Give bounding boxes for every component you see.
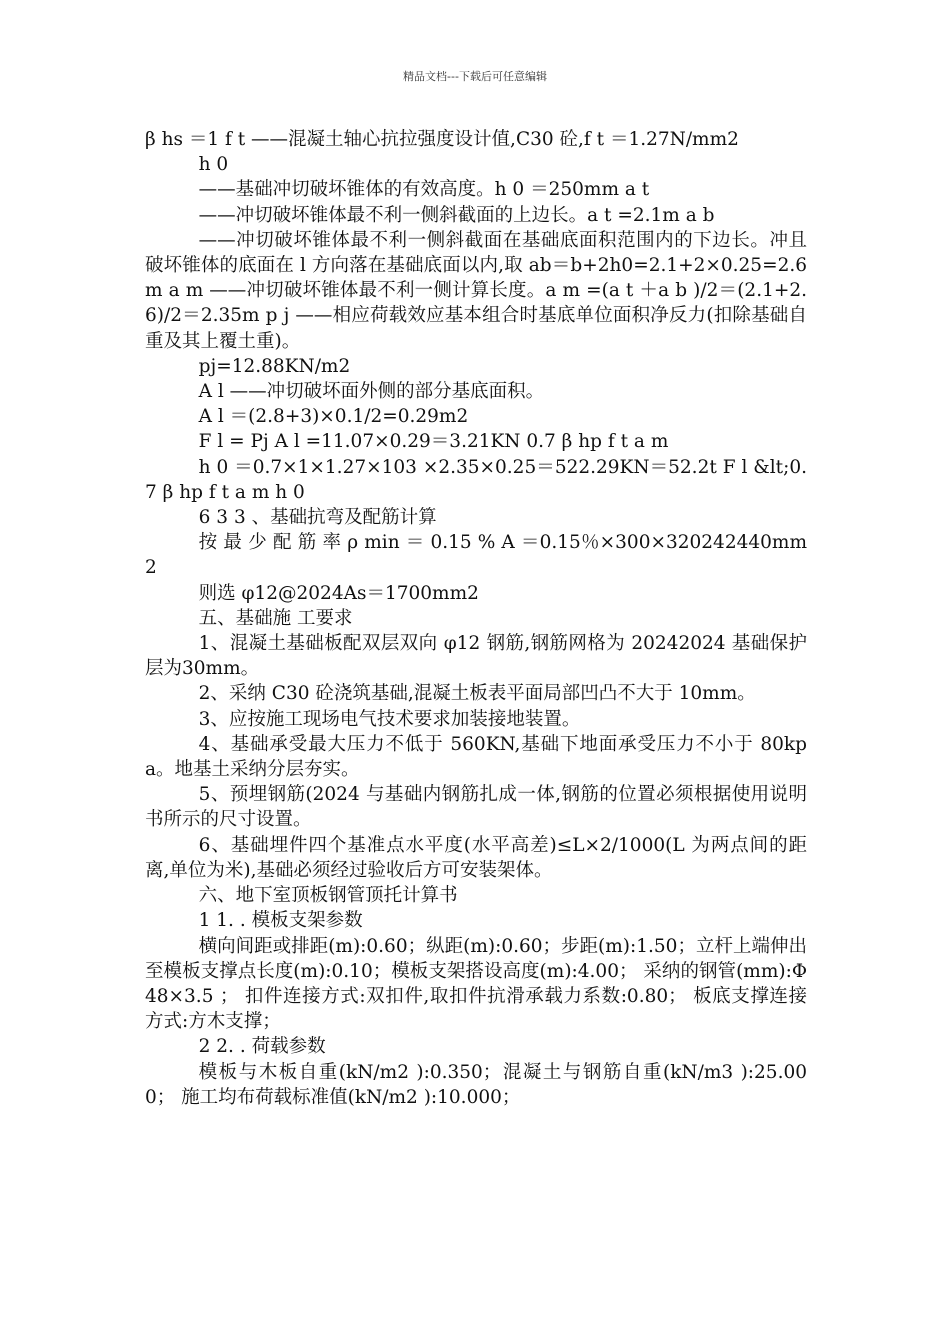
paragraph: 横向间距或排距(m):0.60；纵距(m):0.60；步距(m):1.50；立杆上端伸出至模板支撑点长度(m):0.10；模板支架搭设高度(m):4.00； 采纳的钢管(mm):Φ48×3.5 ； 扣件连接方式:双扣件,取扣件抗滑承载力系数:0.80； 板底支撑连接方式:方木支撑； [145, 935, 807, 1033]
paragraph: h 0 ＝0.7×1×1.27×103 ×2.35×0.25＝522.29KN＝52.2t F l &lt;0.7 β hp f t a m h 0 [145, 456, 807, 503]
paragraph: A l ——冲切破坏面外侧的部分基底面积。 [198, 381, 545, 403]
document-body [145, 127, 807, 1110]
list-item: 2、采纳 C30 砼浇筑基础,混凝土板表平面局部凹凸不大于 10mm。 [198, 683, 756, 705]
paragraph: 模板与木板自重(kN/m2 ):0.350；混凝土与钢筋自重(kN/m3 ):25.000； 施工均布荷载标准值(kN/m2 ):10.000； [145, 1061, 807, 1108]
paragraph: 则选 φ12@2024As＝1700mm2 [198, 582, 479, 604]
section-heading: 六、地下室顶板钢管顶托计算书 [198, 885, 458, 907]
paragraph: ——冲切破坏锥体最不利一侧斜截面的上边长。a t =2.1m a b [198, 204, 715, 226]
subsection-heading: 2 2. . 荷载参数 [198, 1036, 326, 1058]
list-item: 5、预埋钢筋(2024 与基础内钢筋扎成一体,钢筋的位置必须根据使用说明书所示的尺寸设置。 [145, 784, 807, 831]
list-item: 1、混凝土基础板配双层双向 φ12 钢筋,钢筋网格为 20242024 基础保护层为30mm。 [145, 633, 807, 680]
paragraph: F l = Pj A l =11.07×0.29＝3.21KN 0.7 β hp f t a m [198, 431, 669, 453]
paragraph: h 0 [198, 154, 229, 176]
subsection-heading: 1 1. . 模板支架参数 [198, 910, 363, 932]
section-heading: 6 3 3 、基础抗弯及配筋计算 [198, 507, 437, 529]
paragraph: pj=12.88KN/m2 [198, 355, 351, 377]
paragraph: ——冲切破坏锥体最不利一侧斜截面在基础底面积范围内的下边长。冲且破坏锥体的底面在 l 方向落在基础底面以内,取 ab＝b+2h0=2.1+2×0.25=2.6m a m ——冲切破坏锥体最不利一侧计算长度。a m =(a t ＋a b )/2＝(2.1+2.6)/2＝2.35m p j ——相应荷载效应基本组合时基底单位面积净反力(扣除基础自重及其上覆土重)。 [145, 229, 807, 352]
paragraph: 按 最 少 配 筋 率 ρ min ＝ 0.15 % A ＝0.15％×300×320242440mm2 [145, 532, 807, 579]
list-item: 4、基础承受最大压力不低于 560KN,基础下地面承受压力不小于 80kpa。地基土采纳分层夯实。 [145, 733, 807, 781]
paragraph: ——基础冲切破坏锥体的有效高度。h 0 ＝250mm a t [198, 179, 650, 201]
list-item: 6、基础埋件四个基准点水平度(水平高差)≤L×2/1000(L 为两点间的距离,单位为米),基础必须经过验收后方可安装架体。 [145, 834, 807, 881]
page-header: 精品文档---下载后可任意编辑 [403, 70, 547, 83]
list-item: 3、应按施工现场电气技术要求加装接地装置。 [198, 708, 581, 730]
paragraph: β hs ＝1 f t ——混凝土轴心抗拉强度设计值,C30 砼,f t ＝1.27N/mm2 [145, 129, 739, 150]
section-heading: 五、基础施 工要求 [198, 607, 353, 629]
paragraph: A l ＝(2.8+3)×0.1/2=0.29m2 [198, 406, 469, 428]
